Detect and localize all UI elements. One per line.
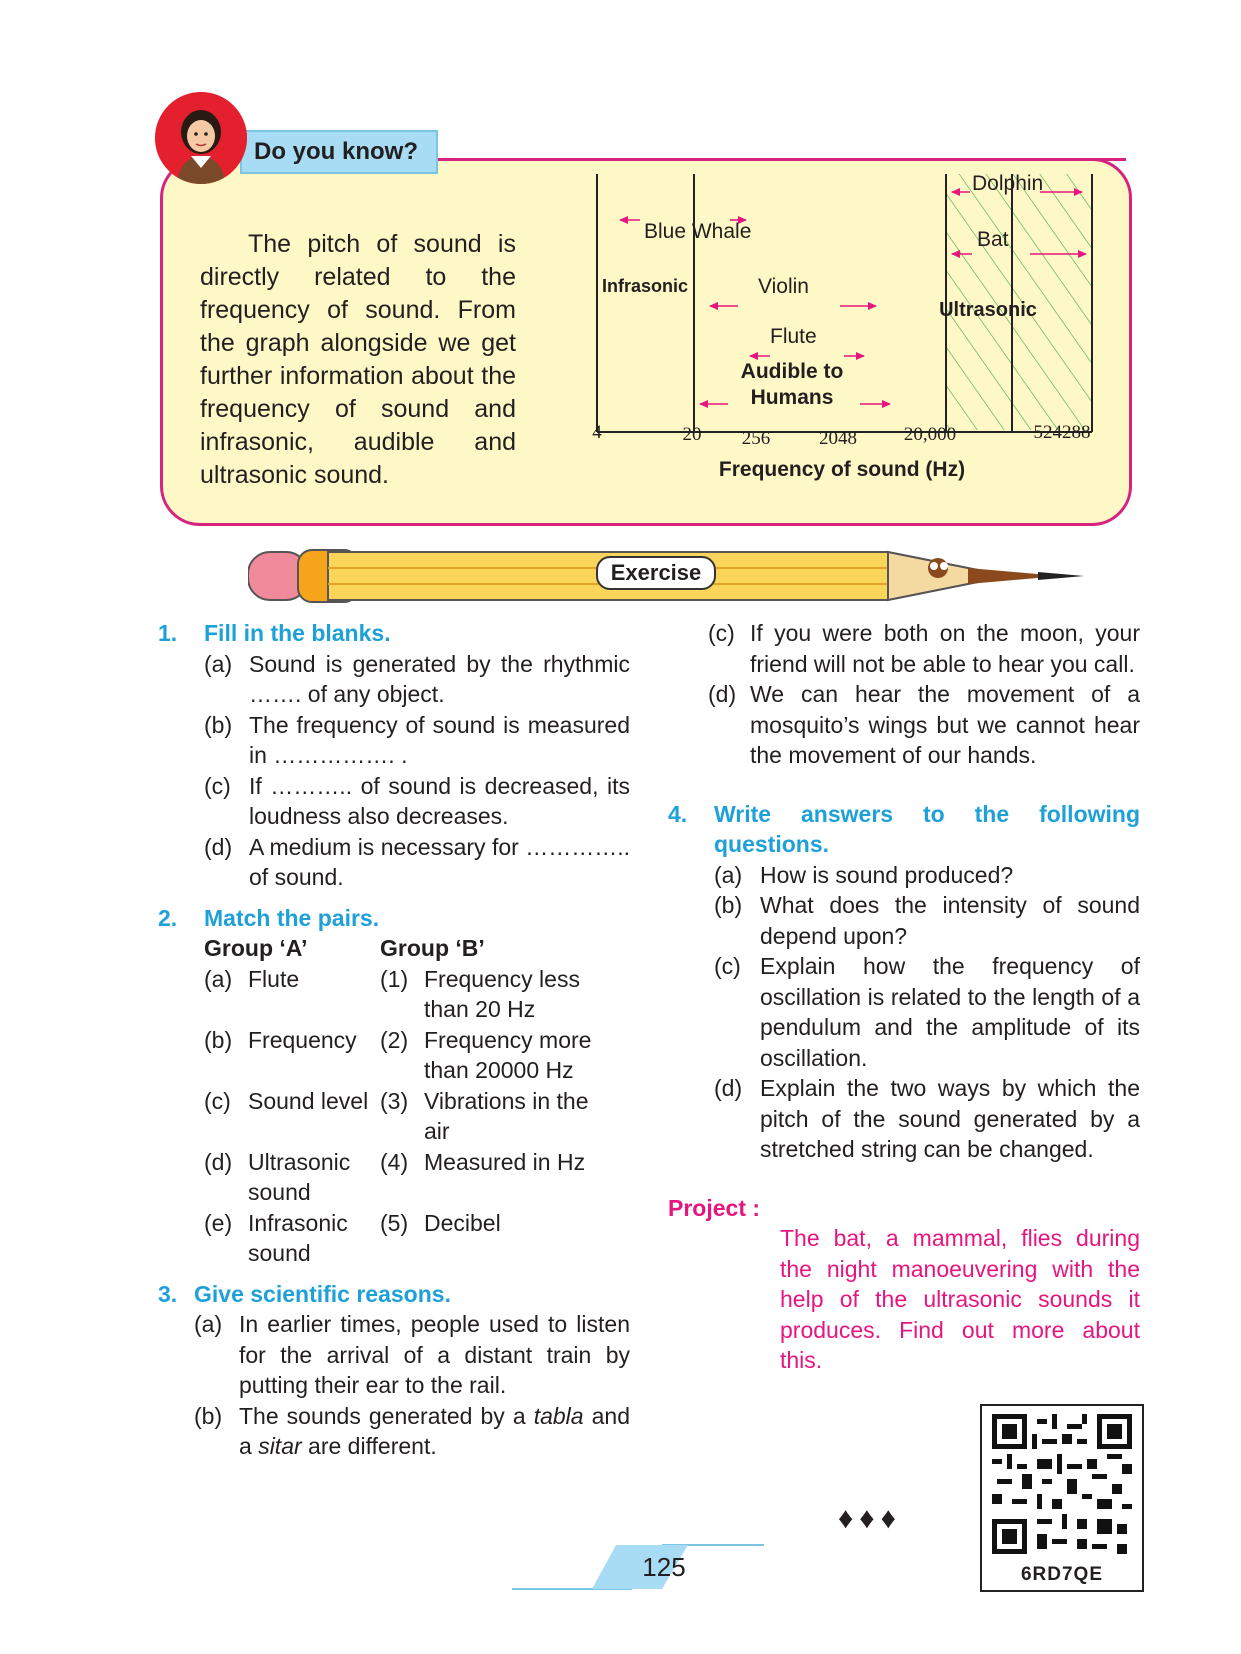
item-text: If ……….. of sound is decreased, its loudness also decreases. — [249, 772, 630, 829]
item-label: (b) — [714, 892, 743, 918]
group-a-cell: Sound level — [248, 1087, 369, 1114]
row-label: (a) — [204, 965, 233, 992]
question-3 — [158, 1279, 630, 1462]
list-item — [714, 1073, 1140, 1165]
qr-code[interactable] — [980, 1404, 1144, 1592]
page-number: 125 — [642, 1552, 686, 1582]
item-label: (a) — [714, 861, 743, 888]
item-text: What does the intensity of sound depend upon? — [760, 892, 1140, 949]
table-row — [204, 964, 594, 1025]
item-text: How is sound produced? — [760, 861, 1014, 888]
group-a-cell: Frequency — [248, 1026, 357, 1053]
list-item — [708, 679, 1140, 771]
chart-xlabel: Frequency of sound (Hz) — [718, 458, 966, 481]
list-item — [204, 649, 630, 710]
tick-label-4: 4 — [592, 422, 602, 443]
list-item — [714, 860, 1140, 891]
list-item — [714, 890, 1140, 951]
end-diamonds: ♦♦♦ — [838, 1502, 902, 1535]
project-text: The bat, a mammal, flies during the night manoeuvering with the help of the ultrasonic sounds it produces. Find out more about this. — [780, 1225, 1140, 1373]
list-item — [204, 771, 630, 832]
item-label: (b) — [204, 711, 233, 738]
item-text: Explain how the frequency of oscillation is related to the length of a pendulum and the amplitude of its oscillation. — [760, 953, 1140, 1071]
question-3-continued — [668, 618, 1140, 771]
region-label-audible-2: Humans — [750, 386, 834, 409]
question-title: Write answers to the following questions. — [714, 800, 1140, 857]
qr-code-icon — [992, 1414, 1132, 1554]
group-a-cell: Flute — [248, 965, 300, 992]
list-item — [194, 1401, 630, 1462]
item-text: If you were both on the moon, your friend will not be able to hear you call. — [750, 620, 1140, 677]
do-you-know-title: Do you know? — [240, 130, 438, 174]
row-label: (e) — [204, 1209, 233, 1236]
list-item — [204, 832, 630, 893]
group-b-cell: Frequency more than 20000 Hz — [424, 1026, 592, 1083]
range-label-bat: Bat — [977, 228, 1009, 251]
do-you-know-paragraph: The pitch of sound is directly related to the frequency of sound. From the graph alongside we get further information about the frequency of sound and infrasonic, audible and ultrasonic sound. — [200, 230, 516, 489]
item-text: The frequency of sound is measured in ……………. . — [249, 711, 630, 768]
question-title: Fill in the blanks. — [204, 620, 391, 646]
project-section — [668, 1193, 1140, 1376]
region-label-infrasonic: Infrasonic — [602, 276, 689, 296]
tick-label-2048: 2048 — [819, 428, 857, 449]
row-label: (b) — [204, 1026, 233, 1053]
question-4 — [668, 799, 1140, 1165]
table-row — [204, 1086, 594, 1147]
item-label: (d) — [204, 833, 233, 860]
item-text-italic: sitar — [258, 1433, 302, 1459]
project-label: Project : — [668, 1194, 761, 1221]
table-row — [204, 1208, 594, 1269]
row-label: (3) — [380, 1087, 409, 1114]
item-text: Sound is generated by the rhythmic ……. of any object. — [249, 650, 630, 707]
region-label-ultrasonic: Ultrasonic — [939, 299, 1037, 321]
tick-label-524288: 524288 — [1033, 422, 1091, 443]
group-b-cell: Vibrations in the air — [424, 1087, 589, 1144]
exercise-banner-label: Exercise — [596, 556, 716, 590]
list-item — [714, 951, 1140, 1073]
row-label: (2) — [380, 1026, 409, 1053]
left-column — [158, 618, 630, 1462]
item-text-italic: tabla — [533, 1402, 584, 1429]
item-label: (b) — [194, 1402, 223, 1429]
range-label-dolphin: Dolphin — [972, 172, 1044, 195]
table-row — [204, 1025, 594, 1086]
group-b-header: Group ‘B’ — [380, 935, 485, 961]
question-title: Give scientific reasons. — [194, 1280, 451, 1307]
item-label: (c) — [708, 620, 735, 646]
tick-label-20: 20 — [682, 424, 702, 445]
table-row — [204, 1147, 594, 1208]
item-label: (c) — [204, 772, 231, 799]
item-label: (d) — [714, 1075, 743, 1101]
item-text: are different. — [308, 1433, 437, 1459]
divider — [438, 158, 1126, 161]
row-label: (c) — [204, 1087, 231, 1114]
group-a-cell: Infrasonic sound — [248, 1209, 348, 1266]
right-column — [668, 618, 1140, 1376]
row-label: (5) — [380, 1209, 409, 1236]
item-label: (c) — [714, 953, 741, 979]
item-text: and a — [239, 1402, 630, 1459]
item-label: (a) — [194, 1311, 223, 1337]
group-b-cell: Decibel — [424, 1209, 501, 1236]
row-label: (d) — [204, 1148, 233, 1175]
range-label-flute: Flute — [770, 325, 817, 348]
item-text: Explain the two ways by which the pitch of the sound generated by a stretched string can be changed. — [760, 1075, 1140, 1162]
item-text: We can hear the movement of a mosquito’s wings but we cannot hear the movement of our hands. — [750, 681, 1140, 768]
qr-code-text: 6RD7QE — [1020, 1564, 1104, 1585]
range-label-blue-whale: Blue Whale — [644, 220, 752, 243]
item-label: (d) — [708, 681, 737, 707]
range-label-violin: Violin — [758, 275, 809, 298]
frequency-chart — [580, 170, 1100, 510]
question-title: Match the pairs. — [204, 904, 380, 931]
question-number: 1. — [158, 620, 178, 646]
item-text: A medium is necessary for ………….. of sound. — [249, 833, 630, 890]
question-number: 3. — [158, 1280, 178, 1307]
item-text: The sounds generated by a — [239, 1402, 526, 1429]
item-text: In earlier times, people used to listen for the arrival of a distant train by putting their ear to the rail. — [239, 1311, 630, 1398]
list-item — [204, 710, 630, 771]
item-label: (a) — [204, 650, 233, 677]
row-label: (1) — [380, 965, 409, 992]
tick-label-256: 256 — [741, 428, 771, 449]
group-b-cell: Measured in Hz — [424, 1148, 586, 1175]
question-2 — [158, 903, 630, 1269]
list-item — [194, 1309, 630, 1401]
tick-label-20000: 20,000 — [903, 424, 957, 445]
question-number: 2. — [158, 904, 178, 931]
row-label: (4) — [380, 1148, 409, 1175]
region-label-audible-1: Audible to — [740, 360, 844, 383]
girl-avatar-icon — [155, 92, 247, 184]
match-pairs-table — [204, 933, 594, 1269]
group-b-cell: Frequency less than 20 Hz — [424, 965, 580, 1022]
question-1 — [158, 618, 630, 893]
group-a-cell: Ultrasonic sound — [248, 1148, 351, 1205]
list-item — [708, 618, 1140, 679]
group-a-header: Group ‘A’ — [204, 935, 308, 961]
do-you-know-text — [200, 228, 516, 492]
question-number: 4. — [668, 800, 688, 827]
